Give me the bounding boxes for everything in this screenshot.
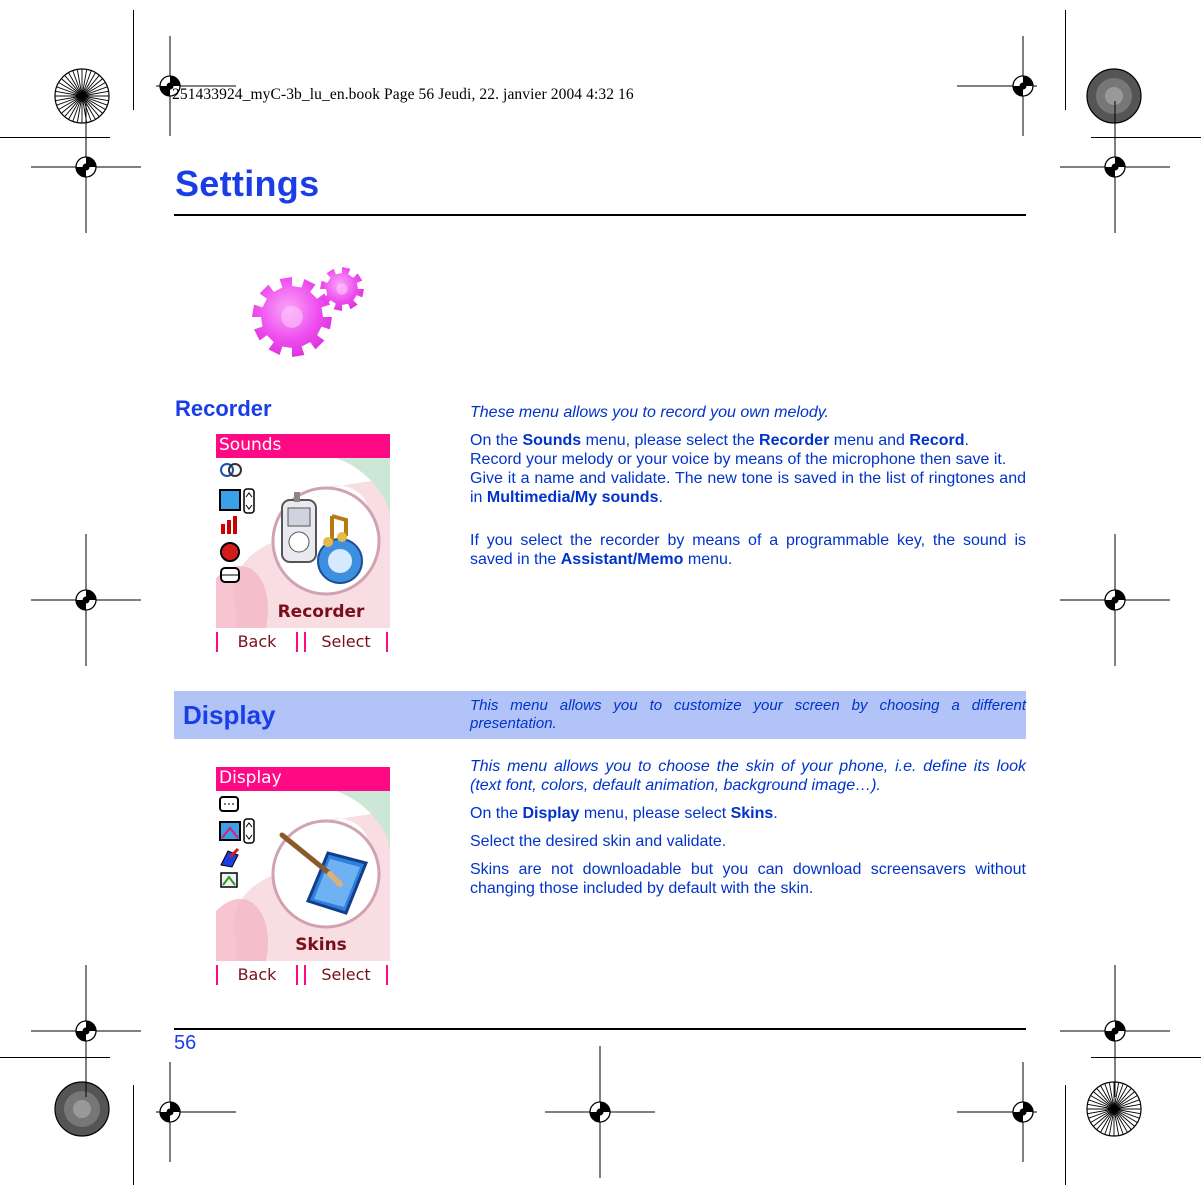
menu-icons-column — [218, 460, 258, 598]
recorder-paragraph-2: If you select the recorder by means of a programmable key, the sound is saved in the Assistant/Memo menu. — [470, 532, 1026, 568]
menu-icons-column — [218, 793, 258, 903]
title-rule — [174, 214, 1026, 216]
display-intro-2: This menu allows you to choose the skin of your phone, i.e. define its look (text font, colors, default animation, background image…). — [470, 758, 1026, 794]
phone-item-label: Skins — [295, 935, 347, 955]
display-heading: Display — [183, 700, 276, 730]
softkey-select-button[interactable]: Select — [304, 965, 388, 985]
recorder-heading: Recorder — [175, 396, 272, 421]
phone-menu-title: Display — [216, 767, 390, 791]
footer-rule — [174, 1028, 1026, 1030]
gear-icon — [250, 262, 370, 362]
softkey-back-button[interactable]: Back — [216, 965, 298, 985]
crosshair-target-icon — [100, 1042, 240, 1182]
crosshair-target-icon — [16, 97, 156, 237]
display-body — [470, 757, 1026, 903]
display-phone-screen — [216, 767, 390, 987]
phone-softkeys — [216, 963, 390, 987]
display-paragraph-2: Select the desired skin and validate. — [470, 833, 727, 850]
recorder-intro: These menu allows you to record you own melody. — [470, 404, 829, 421]
softkey-select-button[interactable]: Select — [304, 632, 388, 652]
recorder-paragraph-1: On the Sounds menu, please select the Recorder menu and Record. Record your melody or your voice by means of the microphone then save it. Give it a name and validate. The new tone is saved in the list of ringtones and in Multimedia/My sounds. — [470, 432, 1026, 506]
page-title: Settings — [175, 163, 320, 204]
display-paragraph-3: Skins are not downloadable but you can download screensavers without changing those included by default with the skin. — [470, 861, 1026, 897]
book-header-line: 251433924_myC-3b_lu_en.book Page 56 Jeudi, 22. janvier 2004 4:32 16 — [172, 86, 634, 103]
crosshair-target-icon — [530, 1042, 670, 1182]
page-number: 56 — [174, 1032, 197, 1054]
softkey-back-button[interactable]: Back — [216, 632, 298, 652]
crosshair-target-icon — [953, 1042, 1093, 1182]
sound-waves-icon — [221, 464, 241, 476]
phone-menu-title: Sounds — [216, 434, 390, 458]
display-band-intro: This menu allows you to customize your screen by choosing a different presentation. — [470, 697, 1026, 732]
recorder-phone-screen — [216, 434, 390, 654]
crosshair-target-icon — [16, 530, 156, 670]
crosshair-target-icon — [1045, 97, 1185, 237]
recorder-body — [470, 403, 1026, 574]
crosshair-target-icon — [1045, 530, 1185, 670]
display-paragraph-1: On the Display menu, please select Skins. — [470, 805, 778, 822]
phone-softkeys — [216, 630, 390, 654]
phone-item-label: Recorder — [277, 602, 365, 622]
